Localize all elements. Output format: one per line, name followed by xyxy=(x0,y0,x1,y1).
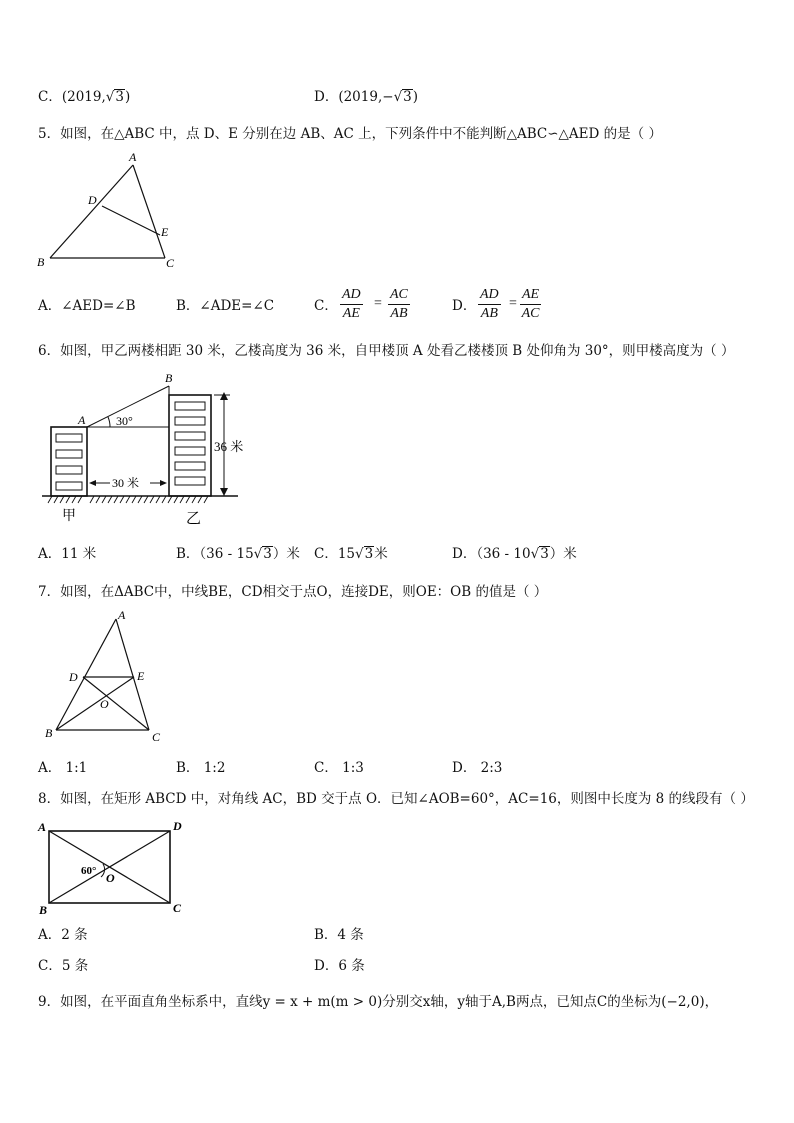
q7-label-c: C xyxy=(152,730,161,744)
q6-option-d: D．（36 - 10√3）米 xyxy=(452,546,577,562)
q8-option-b: B．4 条 xyxy=(314,927,364,943)
q5-label-d: D xyxy=(88,193,97,207)
q6-option-a: A．11 米 xyxy=(38,546,97,562)
q6-label-left-building: 甲 xyxy=(62,509,76,524)
q7-option-c: C． 1:3 xyxy=(314,760,364,776)
q6-buildings-figure xyxy=(38,372,258,527)
q6-label-height: 36 米 xyxy=(214,439,244,454)
q5-option-b: B．∠ADE=∠C xyxy=(176,298,275,314)
q4-option-d: D．(2019,−√3) xyxy=(314,89,419,105)
q6-label-b: B xyxy=(165,372,173,385)
q8-label-o: O xyxy=(106,871,115,885)
q6-option-b: B．（36 - 15√3）米 xyxy=(176,546,300,562)
q6-label-a: A xyxy=(78,413,86,427)
q5-option-c-eq: = xyxy=(374,296,382,311)
q7-option-b: B． 1:2 xyxy=(176,760,226,776)
q5-label-e: E xyxy=(161,225,169,239)
q5-option-d-frac2: $\frac{AE}{AC}$ xyxy=(521,287,540,321)
q8-rectangle-figure xyxy=(36,817,196,917)
q8-question-text: 8．如图，在矩形 ABCD 中，对角线 AC，BD 交于点 O．已知∠AOB=60°，AC=16，则图中长度为 8 的线段有（ ） xyxy=(38,791,754,807)
q5-label-b: B xyxy=(37,255,45,269)
q4-option-c: C．(2019,√3) xyxy=(38,89,131,105)
q8-label-a: A xyxy=(38,820,47,834)
q7-option-a: A． 1:1 xyxy=(38,760,88,776)
q5-option-d-frac1: $\frac{AD}{AB}$ xyxy=(480,287,499,321)
q6-label-right-building: 乙 xyxy=(186,511,202,527)
q8-label-b: B xyxy=(39,903,48,917)
q7-label-d: D xyxy=(69,670,78,684)
q5-option-d-label: D． xyxy=(452,298,477,314)
q5-option-c-label: C． xyxy=(314,298,338,314)
q8-option-d: D．6 条 xyxy=(314,958,365,974)
q6-question-text: 6．如图，甲乙两楼相距 30 米，乙楼高度为 36 米，自甲楼顶 A 处看乙楼楼顶 B 处仰角为 30°，则甲楼高度为（ ） xyxy=(38,343,735,359)
q8-option-c: C．5 条 xyxy=(38,958,89,974)
q7-label-a: A xyxy=(118,608,126,622)
q8-label-d: D xyxy=(173,819,182,833)
q5-option-c-frac1: $\frac{AD}{AE}$ xyxy=(342,287,361,321)
q7-label-o: O xyxy=(100,697,109,711)
q5-option-c-frac2: $\frac{AC}{AB}$ xyxy=(390,287,408,321)
q7-label-e: E xyxy=(137,669,145,683)
q7-triangle-figure xyxy=(38,607,178,747)
q7-option-d: D． 2:3 xyxy=(452,760,503,776)
q6-option-c: C．15√3米 xyxy=(314,546,388,562)
q5-option-d-eq: = xyxy=(509,296,517,311)
q8-label-c: C xyxy=(173,901,182,915)
q6-label-angle: 30° xyxy=(116,414,133,428)
q6-label-distance: 30 米 xyxy=(112,476,140,490)
q5-question-text: 5．如图，在△ABC 中，点 D、E 分别在边 AB、AC 上，下列条件中不能判断△ABC∽△AED 的是（ ） xyxy=(38,126,662,142)
q5-label-a: A xyxy=(129,150,137,164)
q5-triangle-figure xyxy=(34,150,184,272)
q9-question-text: 9．如图，在平面直角坐标系中，直线y = x + m(m > 0)分别交x轴，y轴于A,B两点，已知点C的坐标为(−2,0)， xyxy=(38,994,719,1010)
q7-question-text: 7．如图，在ΔABC中，中线BE，CD相交于点O，连接DE，则OE：OB 的值是（ ） xyxy=(38,584,548,600)
q7-label-b: B xyxy=(45,726,53,740)
q5-label-c: C xyxy=(166,256,175,270)
q8-option-a: A．2 条 xyxy=(38,927,88,943)
q5-option-a: A．∠AED=∠B xyxy=(38,298,136,314)
q8-label-angle: 60° xyxy=(81,865,97,877)
